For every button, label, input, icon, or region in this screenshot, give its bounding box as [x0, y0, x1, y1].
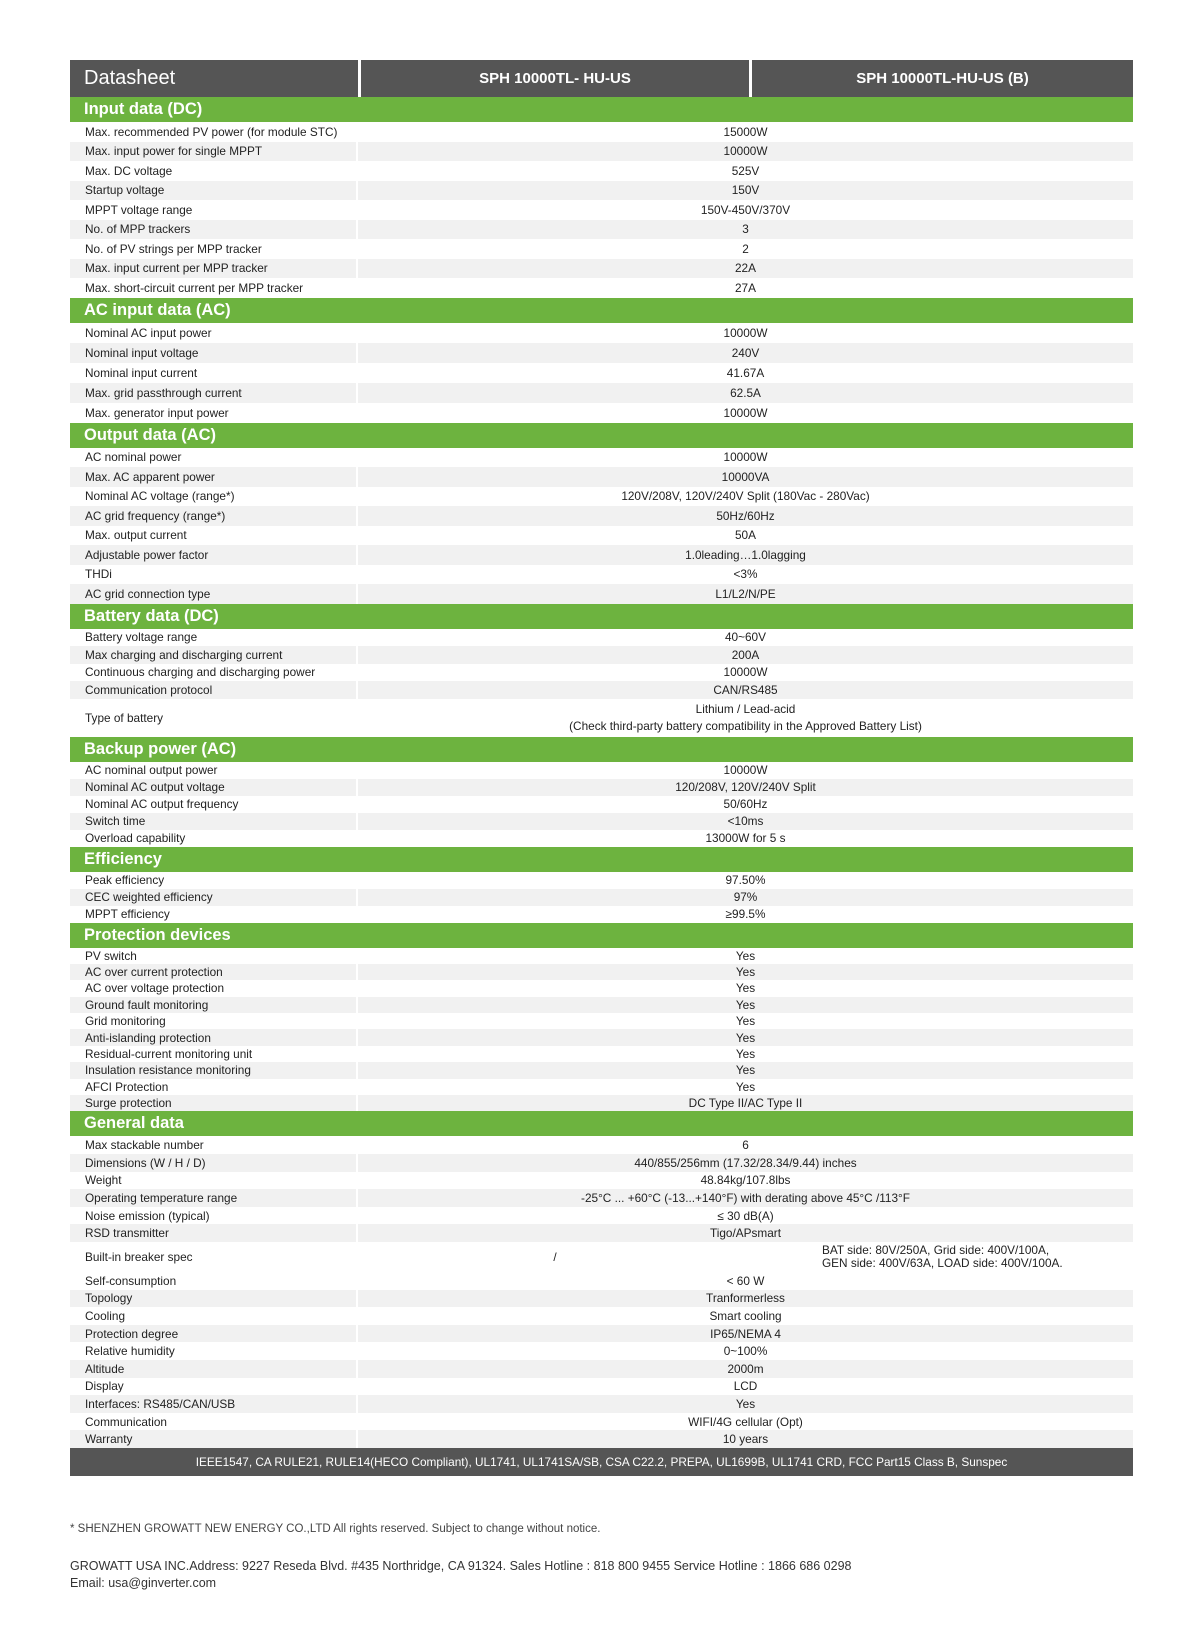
table-row — [70, 1325, 1133, 1343]
spec-value: 10 years — [722, 1432, 769, 1447]
table-row — [70, 1062, 1133, 1078]
spec-label: Max. generator input power — [70, 403, 358, 423]
spec-label: AC over current protection — [70, 964, 358, 980]
spec-value: Yes — [735, 1396, 756, 1411]
spec-value: Smart cooling — [709, 1308, 782, 1323]
section-backup_ac — [70, 737, 1133, 847]
spec-value: Yes — [735, 1047, 756, 1062]
table-row — [70, 383, 1133, 403]
spec-label: AC over voltage protection — [70, 980, 358, 996]
spec-label: Dimensions (W / H / D) — [70, 1154, 358, 1172]
spec-label: Max. input current per MPP tracker — [70, 259, 358, 279]
table-row — [70, 1307, 1133, 1325]
spec-label: Warranty — [70, 1430, 358, 1448]
spec-label: Operating temperature range — [70, 1189, 358, 1207]
spec-value — [358, 699, 1133, 737]
table-row — [70, 1079, 1133, 1095]
spec-value: Yes — [735, 1030, 756, 1045]
table-row — [70, 1136, 1133, 1154]
spec-label: Nominal AC input power — [70, 323, 358, 343]
table-row — [70, 220, 1133, 240]
spec-value: ≥99.5% — [725, 907, 766, 921]
spec-value: LCD — [733, 1379, 758, 1394]
spec-label: RSD transmitter — [70, 1224, 358, 1242]
table-row — [70, 1395, 1133, 1413]
spec-value: 150V — [731, 183, 760, 198]
section-title: General data — [70, 1111, 1133, 1136]
battery-type-line-2: (Check third-party battery compatibility in the Approved Battery List) — [569, 718, 922, 733]
breaker-value-model-1: / — [553, 1249, 557, 1264]
spec-label: Max stackable number — [70, 1136, 358, 1154]
spec-value: 48.84kg/107.8lbs — [700, 1173, 791, 1188]
breaker-line-1: BAT side: 80V/250A, Grid side: 400V/100A, — [822, 1242, 1050, 1257]
spec-value: 525V — [731, 163, 760, 178]
spec-value: Yes — [735, 1079, 756, 1094]
table-row — [70, 796, 1133, 813]
spec-label: AC nominal power — [70, 448, 358, 468]
spec-value: 10000W — [723, 144, 768, 159]
table-row — [70, 664, 1133, 682]
table-row — [70, 545, 1133, 565]
section-rows — [70, 762, 1133, 847]
table-row — [70, 1242, 1133, 1272]
section-title: Output data (AC) — [70, 423, 1133, 448]
section-rows — [70, 948, 1133, 1112]
breaker-line-2: GEN side: 400V/63A, LOAD side: 400V/100A. — [822, 1255, 1063, 1270]
spec-label: Type of battery — [70, 699, 358, 737]
section-rows — [70, 448, 1133, 604]
section-title: Efficiency — [70, 847, 1133, 872]
spec-value: 97.50% — [725, 873, 766, 887]
spec-value: 10000W — [723, 405, 768, 420]
spec-label: No. of MPP trackers — [70, 220, 358, 240]
spec-label: CEC weighted efficiency — [70, 889, 358, 906]
spec-label: Max. grid passthrough current — [70, 383, 358, 403]
spec-value: 2 — [742, 241, 749, 256]
spec-value: 50/60Hz — [723, 797, 768, 811]
table-row — [70, 1046, 1133, 1062]
table-row — [70, 1290, 1133, 1308]
spec-value: 97% — [733, 890, 758, 904]
spec-label: Weight — [70, 1172, 358, 1190]
table-row — [70, 762, 1133, 779]
table-row — [70, 813, 1133, 830]
spec-value: 150V-450V/370V — [700, 202, 791, 217]
table-row — [70, 200, 1133, 220]
spec-label: Surge protection — [70, 1095, 358, 1111]
spec-label: Display — [70, 1378, 358, 1396]
spec-label: Cooling — [70, 1307, 358, 1325]
spec-label: Self-consumption — [70, 1272, 358, 1290]
spec-value: <3% — [733, 567, 758, 582]
spec-label: Insulation resistance monitoring — [70, 1062, 358, 1078]
spec-label: Max charging and discharging current — [70, 646, 358, 664]
spec-label: Max. AC apparent power — [70, 467, 358, 487]
table-row — [70, 872, 1133, 889]
spec-label: AC grid connection type — [70, 584, 358, 604]
table-row — [70, 363, 1133, 383]
disclaimer: * SHENZHEN GROWATT NEW ENERGY CO.,LTD All rights reserved. Subject to change without notice. — [70, 1523, 601, 1535]
table-row — [70, 964, 1133, 980]
section-rows — [70, 323, 1133, 423]
table-header — [70, 60, 1133, 97]
section-input_dc — [70, 97, 1133, 298]
spec-label: Noise emission (typical) — [70, 1207, 358, 1225]
table-row — [70, 142, 1133, 162]
section-rows — [70, 1136, 1133, 1448]
table-row — [70, 161, 1133, 181]
spec-label: AFCI Protection — [70, 1079, 358, 1095]
spec-value: L1/L2/N/PE — [715, 586, 776, 601]
general-rows-b — [70, 1272, 1133, 1448]
table-row — [70, 681, 1133, 699]
spec-value: 10000W — [723, 665, 768, 680]
spec-value: 2000m — [727, 1361, 764, 1376]
spec-label: Nominal input current — [70, 363, 358, 383]
section-rows — [70, 122, 1133, 298]
section-rows — [70, 872, 1133, 923]
spec-value: 10000VA — [721, 469, 770, 484]
spec-value: <10ms — [727, 814, 764, 828]
spec-value: 440/855/256mm (17.32/28.34/9.44) inches — [634, 1155, 857, 1170]
table-row — [70, 323, 1133, 343]
spec-label: Switch time — [70, 813, 358, 830]
spec-label: Altitude — [70, 1360, 358, 1378]
spec-label: Anti-islanding protection — [70, 1029, 358, 1045]
spec-value: DC Type II/AC Type II — [688, 1096, 803, 1111]
spec-label: Max. recommended PV power (for module STC) — [70, 122, 358, 142]
table-row — [70, 1207, 1133, 1225]
spec-label: Battery voltage range — [70, 629, 358, 647]
spec-value — [358, 1242, 1133, 1272]
spec-value: Yes — [735, 1014, 756, 1029]
table-row — [70, 1360, 1133, 1378]
table-row — [70, 646, 1133, 664]
section-efficiency — [70, 847, 1133, 923]
spec-value: IP65/NEMA 4 — [710, 1326, 781, 1341]
section-protection — [70, 923, 1133, 1112]
table-row — [70, 259, 1133, 279]
spec-value: Yes — [735, 1063, 756, 1078]
table-row — [70, 1029, 1133, 1045]
spec-value: 0~100% — [723, 1344, 768, 1359]
model-2-header: SPH 10000TL-HU-US (B) — [749, 60, 1133, 97]
battery-type-line-1: Lithium / Lead-acid — [695, 701, 796, 716]
table-row — [70, 403, 1133, 423]
spec-value: 62.5A — [730, 385, 761, 400]
spec-label: Residual-current monitoring unit — [70, 1046, 358, 1062]
table-row — [70, 997, 1133, 1013]
table-row — [70, 565, 1133, 585]
spec-value: 120V/208V, 120V/240V Split (180Vac - 280Vac) — [621, 489, 870, 504]
spec-label: Max. short-circuit current per MPP tracker — [70, 278, 358, 298]
spec-label: Startup voltage — [70, 181, 358, 201]
spec-label: Grid monitoring — [70, 1013, 358, 1029]
spec-label: Topology — [70, 1290, 358, 1308]
table-row — [70, 1013, 1133, 1029]
table-row — [70, 948, 1133, 964]
spec-label: Continuous charging and discharging power — [70, 664, 358, 682]
spec-value: < 60 W — [726, 1273, 765, 1288]
spec-label: Built-in breaker spec — [70, 1242, 358, 1272]
spec-label: Communication protocol — [70, 681, 358, 699]
table-row — [70, 1378, 1133, 1396]
spec-value: 240V — [731, 345, 760, 360]
spec-value: 22A — [735, 261, 756, 276]
table-row — [70, 699, 1133, 737]
spec-label: AC nominal output power — [70, 762, 358, 779]
table-row — [70, 506, 1133, 526]
spec-value: Yes — [735, 965, 756, 980]
table-row — [70, 584, 1133, 604]
table-row — [70, 278, 1133, 298]
spec-value: 50A — [735, 528, 756, 543]
section-general — [70, 1111, 1133, 1448]
datasheet-table — [70, 60, 1133, 1476]
spec-label: Max. DC voltage — [70, 161, 358, 181]
table-row — [70, 181, 1133, 201]
spec-value: 10000W — [723, 763, 768, 777]
contact-info — [70, 1558, 851, 1592]
spec-label: Peak efficiency — [70, 872, 358, 889]
spec-label: Nominal AC voltage (range*) — [70, 487, 358, 507]
table-row — [70, 467, 1133, 487]
breaker-value-model-2 — [752, 1244, 1133, 1270]
spec-value: 1.0leading…1.0lagging — [685, 547, 806, 562]
spec-label: Ground fault monitoring — [70, 997, 358, 1013]
spec-value: 13000W for 5 s — [705, 831, 786, 845]
spec-label: Overload capability — [70, 830, 358, 847]
table-row — [70, 1154, 1133, 1172]
spec-label: MPPT efficiency — [70, 906, 358, 923]
spec-label: Max. output current — [70, 526, 358, 546]
spec-value: -25°C ... +60°C (-13...+140°F) with derating above 45°C /113°F — [581, 1190, 910, 1205]
table-row — [70, 1342, 1133, 1360]
table-row — [70, 629, 1133, 647]
table-row — [70, 1189, 1133, 1207]
table-row — [70, 1095, 1133, 1111]
spec-value: Tranformerless — [706, 1291, 785, 1306]
table-row — [70, 1272, 1133, 1290]
contact-email: Email: usa@ginverter.com — [70, 1576, 217, 1590]
table-row — [70, 779, 1133, 796]
table-row — [70, 122, 1133, 142]
spec-value: WIFI/4G cellular (Opt) — [688, 1414, 803, 1429]
spec-value: 15000W — [723, 124, 768, 139]
section-title: AC input data (AC) — [70, 298, 1133, 323]
model-1-header: SPH 10000TL- HU-US — [358, 60, 749, 97]
spec-label: THDi — [70, 565, 358, 585]
spec-value: Yes — [735, 981, 756, 996]
section-title: Backup power (AC) — [70, 737, 1133, 762]
section-title: Input data (DC) — [70, 97, 1133, 122]
spec-label: Max. input power for single MPPT — [70, 142, 358, 162]
table-row — [70, 906, 1133, 923]
spec-value: Yes — [735, 948, 756, 963]
spec-label: Nominal AC output voltage — [70, 779, 358, 796]
spec-value: 3 — [742, 222, 749, 237]
spec-label: Adjustable power factor — [70, 545, 358, 565]
table-row — [70, 487, 1133, 507]
spec-value: 10000W — [723, 325, 768, 340]
section-battery_dc — [70, 604, 1133, 737]
spec-value: 120/208V, 120V/240V Split — [675, 780, 816, 794]
spec-label: No. of PV strings per MPP tracker — [70, 239, 358, 259]
table-row — [70, 1413, 1133, 1431]
section-title: Battery data (DC) — [70, 604, 1133, 629]
certifications-bar: IEEE1547, CA RULE21, RULE14(HECO Compliant), UL1741, UL1741SA/SB, CSA C22.2, PREPA, UL1699B, UL1741 CRD, FCC Part15 Class B, Sunspec — [70, 1448, 1133, 1476]
table-row — [70, 1224, 1133, 1242]
table-row — [70, 1172, 1133, 1190]
spec-label: Nominal input voltage — [70, 343, 358, 363]
table-row — [70, 526, 1133, 546]
spec-value: 40~60V — [724, 630, 766, 645]
table-row — [70, 448, 1133, 468]
spec-value: ≤ 30 dB(A) — [717, 1208, 774, 1223]
spec-value: 10000W — [723, 450, 768, 465]
spec-value: CAN/RS485 — [713, 682, 778, 697]
table-row — [70, 239, 1133, 259]
spec-label: MPPT voltage range — [70, 200, 358, 220]
section-title: Protection devices — [70, 923, 1133, 948]
spec-label: PV switch — [70, 948, 358, 964]
datasheet-title: Datasheet — [84, 67, 176, 89]
table-row — [70, 889, 1133, 906]
table-row — [70, 343, 1133, 363]
spec-value: Tigo/APsmart — [709, 1226, 782, 1241]
spec-value: 200A — [731, 647, 760, 662]
table-row — [70, 1430, 1133, 1448]
spec-value: 50Hz/60Hz — [716, 508, 775, 523]
spec-value: 27A — [735, 280, 756, 295]
spec-label: AC grid frequency (range*) — [70, 506, 358, 526]
section-output_ac — [70, 423, 1133, 604]
spec-label: Nominal AC output frequency — [70, 796, 358, 813]
section-rows — [70, 629, 1133, 737]
spec-label: Protection degree — [70, 1325, 358, 1343]
contact-address: GROWATT USA INC.Address: 9227 Reseda Blvd. #435 Northridge, CA 91324. Sales Hotline : 818 800 9455 Service Hotline : 1866 686 0298 — [70, 1559, 852, 1573]
spec-label: Communication — [70, 1413, 358, 1431]
table-row — [70, 830, 1133, 847]
spec-value: 41.67A — [726, 365, 765, 380]
spec-label: Relative humidity — [70, 1342, 358, 1360]
table-row — [70, 980, 1133, 996]
spec-value: 6 — [742, 1138, 749, 1153]
spec-value: Yes — [735, 997, 756, 1012]
spec-label: Interfaces: RS485/CAN/USB — [70, 1395, 358, 1413]
section-ac_input — [70, 298, 1133, 423]
